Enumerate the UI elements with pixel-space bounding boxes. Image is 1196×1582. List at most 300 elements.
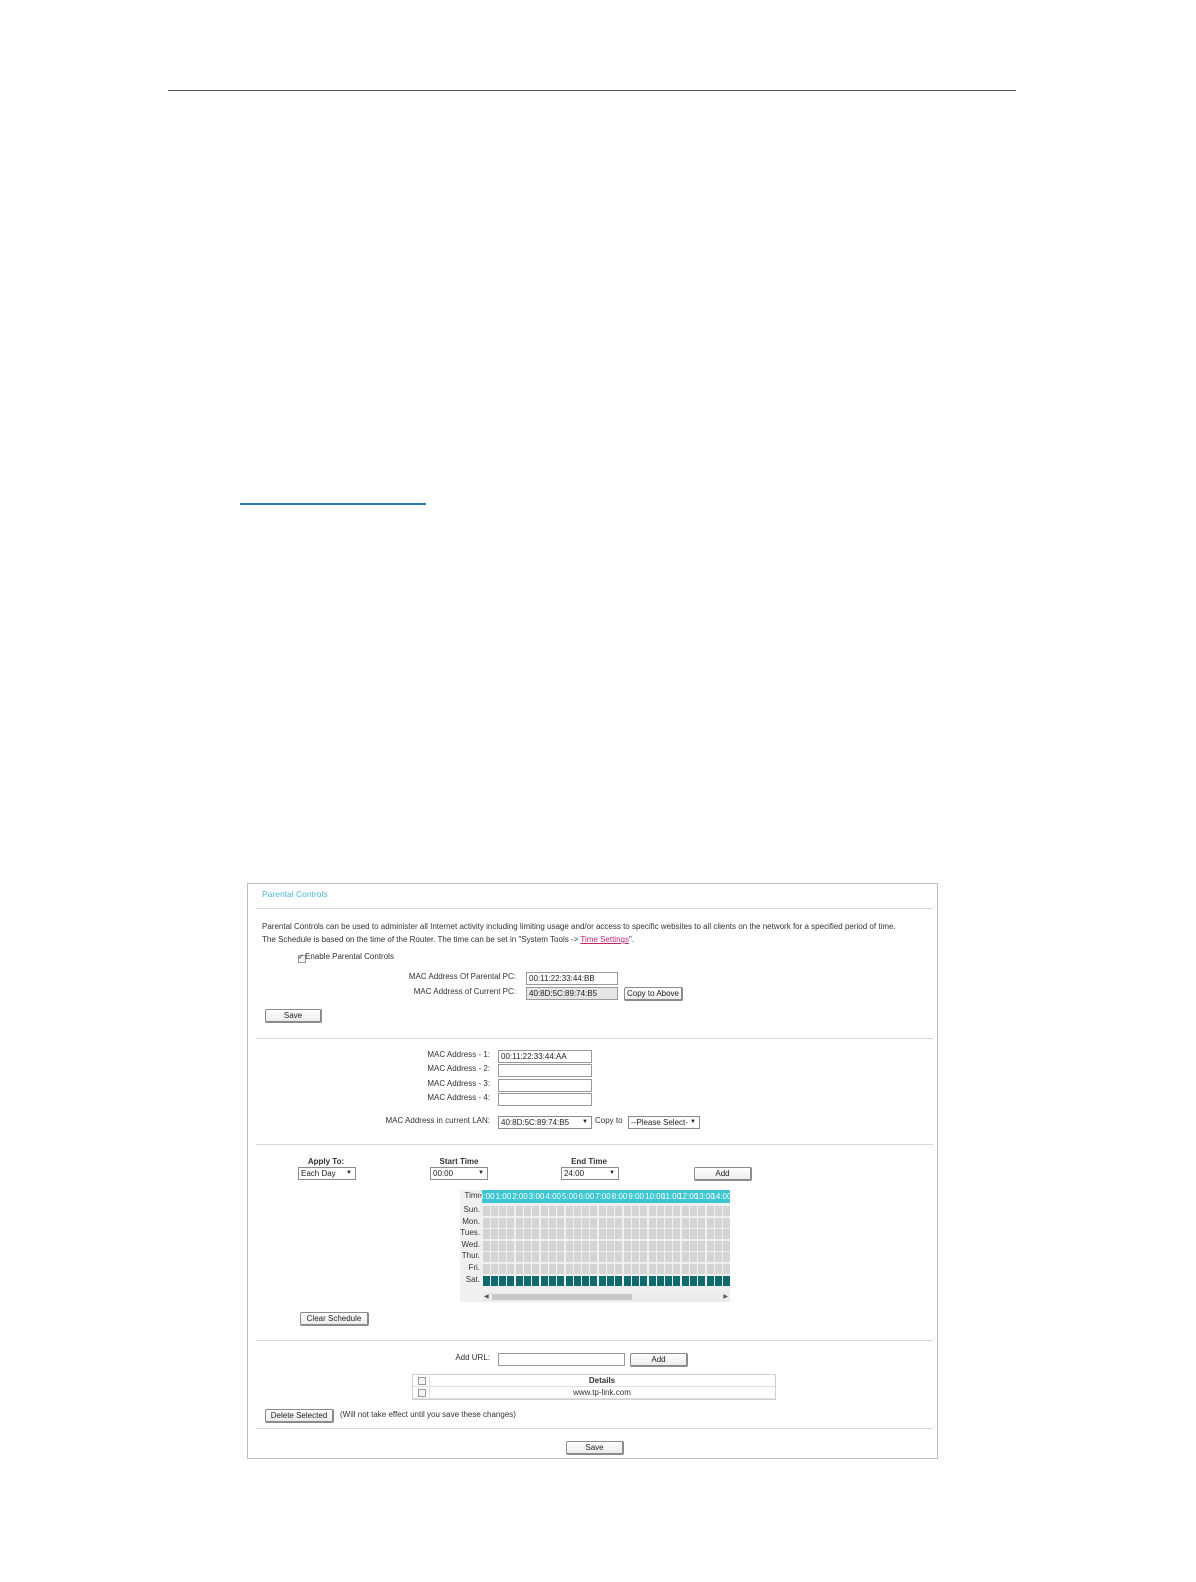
schedule-cell[interactable] — [566, 1241, 573, 1251]
schedule-cell[interactable] — [516, 1229, 523, 1239]
schedule-cell[interactable] — [590, 1264, 597, 1274]
mac-address-2-input[interactable] — [498, 1064, 592, 1077]
end-time-value: 24:00 — [564, 1169, 585, 1178]
mac-address-4-input[interactable] — [498, 1093, 592, 1106]
url-table — [412, 1374, 776, 1400]
schedule-cell[interactable] — [657, 1252, 664, 1262]
schedule-cell[interactable] — [632, 1276, 639, 1286]
schedule-cell[interactable] — [499, 1218, 506, 1228]
mac-address-2-label: MAC Address - 2: — [427, 1064, 490, 1073]
schedule-cell[interactable] — [574, 1229, 581, 1239]
schedule-cell[interactable] — [541, 1229, 548, 1239]
divider — [256, 1340, 933, 1341]
schedule-cell[interactable] — [673, 1229, 680, 1239]
schedule-cell[interactable] — [624, 1276, 631, 1286]
schedule-cell[interactable] — [607, 1264, 614, 1274]
schedule-cell[interactable] — [582, 1229, 589, 1239]
schedule-cell[interactable] — [665, 1241, 672, 1251]
schedule-cell[interactable] — [607, 1241, 614, 1251]
schedule-cell[interactable] — [690, 1241, 697, 1251]
delete-selected-button[interactable]: Delete Selected — [265, 1409, 334, 1423]
schedule-cell[interactable] — [491, 1252, 498, 1262]
schedule-cell[interactable] — [673, 1252, 680, 1262]
schedule-cell[interactable] — [698, 1218, 705, 1228]
schedule-cell[interactable] — [665, 1229, 672, 1239]
schedule-cell[interactable] — [524, 1206, 531, 1216]
schedule-cell[interactable] — [582, 1264, 589, 1274]
schedule-cell[interactable] — [615, 1206, 622, 1216]
schedule-cell[interactable] — [483, 1229, 490, 1239]
save-button-top[interactable]: Save — [265, 1009, 322, 1023]
schedule-cell[interactable] — [491, 1206, 498, 1216]
hour-label: 0:00 — [479, 1192, 495, 1201]
schedule-cell[interactable] — [599, 1241, 606, 1251]
schedule-cell[interactable] — [532, 1276, 539, 1286]
schedule-cell[interactable] — [698, 1276, 705, 1286]
schedule-cell[interactable] — [499, 1276, 506, 1286]
schedule-cell[interactable] — [715, 1206, 722, 1216]
end-time-select[interactable] — [561, 1167, 619, 1180]
schedule-cell[interactable] — [599, 1264, 606, 1274]
schedule-cell[interactable] — [532, 1264, 539, 1274]
mac-current-label: MAC Address of Current PC: — [413, 987, 516, 996]
schedule-cell[interactable] — [657, 1229, 664, 1239]
schedule-cell[interactable] — [615, 1229, 622, 1239]
schedule-cell[interactable] — [715, 1218, 722, 1228]
schedule-cell[interactable] — [707, 1218, 714, 1228]
schedule-cell[interactable] — [640, 1276, 647, 1286]
table-row — [413, 1387, 775, 1399]
schedule-cell[interactable] — [640, 1206, 647, 1216]
schedule-cell[interactable] — [682, 1229, 689, 1239]
schedule-cell[interactable] — [524, 1264, 531, 1274]
schedule-cell[interactable] — [690, 1276, 697, 1286]
schedule-cell[interactable] — [483, 1218, 490, 1228]
day-label: Fri. — [468, 1263, 480, 1272]
divider — [256, 908, 933, 909]
hour-label: 13:00 — [694, 1192, 715, 1201]
schedule-cell[interactable] — [507, 1218, 514, 1228]
schedule-cell[interactable] — [649, 1276, 656, 1286]
schedule-cell[interactable] — [665, 1264, 672, 1274]
day-label: Wed. — [461, 1239, 480, 1249]
schedule-cell[interactable] — [549, 1218, 556, 1228]
schedule-cell[interactable] — [549, 1276, 556, 1286]
schedule-cell[interactable] — [599, 1229, 606, 1239]
copy-to-value: --Please Select- — [631, 1118, 688, 1127]
schedule-cell[interactable] — [483, 1206, 490, 1216]
schedule-cell[interactable] — [607, 1252, 614, 1262]
schedule-cell[interactable] — [599, 1218, 606, 1228]
schedule-cell[interactable] — [649, 1229, 656, 1239]
schedule-cell[interactable] — [499, 1252, 506, 1262]
schedule-cell[interactable] — [574, 1264, 581, 1274]
copy-to-above-button[interactable]: Copy to Above — [624, 987, 683, 1001]
schedule-cell[interactable] — [690, 1206, 697, 1216]
schedule-cell[interactable] — [483, 1264, 490, 1274]
mac-lan-value: 40:8D:5C:89:74:B5 — [501, 1118, 570, 1127]
schedule-cell[interactable] — [607, 1218, 614, 1228]
hour-label: 3:00 — [528, 1192, 545, 1201]
schedule-cell[interactable] — [690, 1264, 697, 1274]
description-line2-suffix: ". — [628, 935, 635, 944]
schedule-cell[interactable] — [590, 1252, 597, 1262]
schedule-cell[interactable] — [516, 1206, 523, 1216]
schedule-cell[interactable] — [516, 1264, 523, 1274]
copy-to-select[interactable] — [628, 1116, 700, 1129]
schedule-cell[interactable] — [566, 1218, 573, 1228]
schedule-cell[interactable] — [607, 1276, 614, 1286]
schedule-cell[interactable] — [590, 1241, 597, 1251]
schedule-cell[interactable] — [624, 1206, 631, 1216]
schedule-grid[interactable] — [460, 1190, 730, 1302]
schedule-cell[interactable] — [582, 1206, 589, 1216]
save-button-bottom[interactable]: Save — [566, 1441, 624, 1455]
mac-current-input: 40:8D:5C:89:74:B5 — [526, 987, 618, 1000]
scroll-thumb[interactable] — [492, 1294, 632, 1300]
schedule-cell[interactable] — [698, 1206, 705, 1216]
schedule-cell[interactable] — [582, 1241, 589, 1251]
add-url-label: Add URL: — [455, 1353, 490, 1362]
schedule-cell[interactable] — [707, 1206, 714, 1216]
schedule-cell[interactable] — [524, 1241, 531, 1251]
schedule-cell[interactable] — [524, 1229, 531, 1239]
mac-address-3-label: MAC Address - 3: — [427, 1079, 490, 1088]
start-time-label: Start Time — [439, 1157, 479, 1166]
hour-label: 11:00 — [661, 1192, 682, 1201]
schedule-cell[interactable] — [665, 1252, 672, 1262]
schedule-cell[interactable] — [599, 1252, 606, 1262]
schedule-cell[interactable] — [665, 1206, 672, 1216]
schedule-cell[interactable] — [590, 1206, 597, 1216]
schedule-cell[interactable] — [723, 1218, 730, 1228]
day-label: Mon. — [462, 1216, 480, 1226]
mac-lan-select[interactable] — [498, 1116, 592, 1129]
schedule-cell[interactable] — [723, 1264, 730, 1274]
schedule-cell[interactable] — [682, 1252, 689, 1262]
schedule-cell[interactable] — [491, 1229, 498, 1239]
schedule-cell[interactable] — [723, 1252, 730, 1262]
schedule-cell[interactable] — [499, 1264, 506, 1274]
schedule-cell[interactable] — [640, 1218, 647, 1228]
schedule-cell[interactable] — [590, 1276, 597, 1286]
schedule-cell[interactable] — [541, 1264, 548, 1274]
schedule-cell[interactable] — [698, 1264, 705, 1274]
add-schedule-button[interactable]: Add — [694, 1167, 752, 1181]
schedule-cell[interactable] — [499, 1206, 506, 1216]
schedule-cell[interactable] — [624, 1264, 631, 1274]
schedule-cell[interactable] — [549, 1252, 556, 1262]
schedule-cell[interactable] — [582, 1218, 589, 1228]
clear-schedule-button[interactable]: Clear Schedule — [300, 1312, 369, 1326]
schedule-cell[interactable] — [673, 1218, 680, 1228]
schedule-cell[interactable] — [541, 1276, 548, 1286]
schedule-cell[interactable] — [715, 1229, 722, 1239]
schedule-cell[interactable] — [698, 1229, 705, 1239]
schedule-cell[interactable] — [516, 1241, 523, 1251]
schedule-cell[interactable] — [673, 1276, 680, 1286]
start-time-value: 00:00 — [433, 1169, 454, 1178]
hour-label: 8:00 — [611, 1192, 628, 1201]
schedule-cell[interactable] — [599, 1206, 606, 1216]
hour-label: 4:00 — [545, 1192, 561, 1201]
mac-address-1-label: MAC Address - 1: — [427, 1050, 490, 1059]
url-row-value: www.tp-link.com — [573, 1388, 631, 1397]
schedule-cell[interactable] — [483, 1276, 490, 1286]
schedule-cell[interactable] — [657, 1241, 664, 1251]
copy-to-label: Copy to — [595, 1116, 623, 1125]
schedule-cell[interactable] — [632, 1241, 639, 1251]
schedule-cell[interactable] — [590, 1229, 597, 1239]
panel-title: Parental Controls — [262, 889, 328, 899]
schedule-cell[interactable] — [615, 1252, 622, 1262]
schedule-cell[interactable] — [541, 1206, 548, 1216]
schedule-cell[interactable] — [541, 1218, 548, 1228]
schedule-cell[interactable] — [507, 1276, 514, 1286]
schedule-cell[interactable] — [532, 1241, 539, 1251]
schedule-cell[interactable] — [715, 1241, 722, 1251]
schedule-cell[interactable] — [557, 1252, 564, 1262]
schedule-cell[interactable] — [682, 1206, 689, 1216]
description-line2-prefix: The Schedule is based on the time of the Router. The time can be set in "System Tools -> — [262, 935, 581, 944]
day-label: Sat. — [465, 1274, 480, 1284]
schedule-cell[interactable] — [557, 1229, 564, 1239]
schedule-cell[interactable] — [516, 1252, 523, 1262]
schedule-cell[interactable] — [557, 1276, 564, 1286]
schedule-cell[interactable] — [649, 1218, 656, 1228]
hour-label: 5:00 — [562, 1192, 578, 1201]
hour-label: 9:00 — [628, 1192, 644, 1201]
mac-address-1-input[interactable]: 00:11:22:33:44:AA — [498, 1050, 592, 1063]
schedule-cell[interactable] — [524, 1252, 531, 1262]
schedule-cell[interactable] — [557, 1264, 564, 1274]
schedule-cell[interactable] — [524, 1276, 531, 1286]
schedule-cell[interactable] — [632, 1252, 639, 1262]
schedule-cell[interactable] — [491, 1241, 498, 1251]
schedule-cell[interactable] — [657, 1218, 664, 1228]
schedule-cell[interactable] — [491, 1218, 498, 1228]
schedule-cell[interactable] — [649, 1252, 656, 1262]
schedule-cell[interactable] — [632, 1229, 639, 1239]
scroll-right-icon[interactable]: ▶ — [723, 1294, 728, 1300]
schedule-cell[interactable] — [574, 1218, 581, 1228]
schedule-cell[interactable] — [566, 1276, 573, 1286]
schedule-cell[interactable] — [541, 1252, 548, 1262]
schedule-cell[interactable] — [516, 1276, 523, 1286]
hour-header-bar — [479, 1190, 732, 1203]
schedule-cell[interactable] — [599, 1276, 606, 1286]
schedule-cell[interactable] — [649, 1241, 656, 1251]
dropdown-arrow-icon: ▼ — [346, 1170, 352, 1176]
schedule-cell[interactable] — [649, 1264, 656, 1274]
schedule-cell[interactable] — [532, 1218, 539, 1228]
schedule-cell[interactable] — [682, 1264, 689, 1274]
hour-label: 7:00 — [595, 1192, 611, 1201]
schedule-cell[interactable] — [690, 1218, 697, 1228]
schedule-cell[interactable] — [715, 1252, 722, 1262]
schedule-cell[interactable] — [707, 1276, 714, 1286]
schedule-cell[interactable] — [624, 1229, 631, 1239]
divider — [256, 1144, 933, 1145]
schedule-cell[interactable] — [640, 1229, 647, 1239]
schedule-cell[interactable] — [549, 1229, 556, 1239]
add-url-input[interactable] — [498, 1353, 625, 1366]
schedule-cell[interactable] — [574, 1252, 581, 1262]
schedule-cell[interactable] — [566, 1252, 573, 1262]
schedule-cell[interactable] — [624, 1218, 631, 1228]
select-all-checkbox[interactable] — [418, 1377, 426, 1385]
schedule-cell[interactable] — [707, 1264, 714, 1274]
end-time-label: End Time — [571, 1157, 607, 1166]
schedule-cell[interactable] — [665, 1218, 672, 1228]
schedule-cell[interactable] — [624, 1252, 631, 1262]
schedule-cell[interactable] — [524, 1218, 531, 1228]
mac-parental-input[interactable]: 00:11:22:33:44:BB — [526, 972, 618, 985]
schedule-cell[interactable] — [615, 1241, 622, 1251]
schedule-cell[interactable] — [557, 1206, 564, 1216]
schedule-cell[interactable] — [590, 1218, 597, 1228]
schedule-cell[interactable] — [582, 1252, 589, 1262]
mac-address-3-input[interactable] — [498, 1079, 592, 1092]
schedule-cell[interactable] — [632, 1264, 639, 1274]
mac-lan-label: MAC Address in current LAN: — [385, 1116, 490, 1125]
schedule-cell[interactable] — [632, 1218, 639, 1228]
schedule-cell[interactable] — [566, 1229, 573, 1239]
schedule-cell[interactable] — [640, 1252, 647, 1262]
schedule-cell[interactable] — [615, 1264, 622, 1274]
schedule-cell[interactable] — [673, 1264, 680, 1274]
mac-parental-label: MAC Address Of Parental PC: — [408, 972, 516, 981]
schedule-cell[interactable] — [549, 1206, 556, 1216]
schedule-cell[interactable] — [507, 1252, 514, 1262]
hour-label: 6:00 — [578, 1192, 595, 1201]
schedule-cell[interactable] — [532, 1252, 539, 1262]
schedule-cell[interactable] — [557, 1241, 564, 1251]
schedule-cell[interactable] — [507, 1229, 514, 1239]
time-header: Time — [464, 1191, 482, 1200]
day-label: Tues. — [460, 1228, 480, 1238]
divider — [256, 1428, 933, 1429]
schedule-cell[interactable] — [491, 1276, 498, 1286]
schedule-cell[interactable] — [640, 1241, 647, 1251]
apply-to-value: Each Day — [301, 1169, 336, 1178]
apply-to-select[interactable] — [298, 1167, 356, 1180]
schedule-cell[interactable] — [673, 1206, 680, 1216]
schedule-cell[interactable] — [541, 1241, 548, 1251]
schedule-cell[interactable] — [532, 1229, 539, 1239]
schedule-cell[interactable] — [665, 1276, 672, 1286]
schedule-cell[interactable] — [607, 1206, 614, 1216]
section-underline — [240, 503, 426, 505]
horizontal-scrollbar[interactable] — [482, 1292, 730, 1302]
schedule-cell[interactable] — [690, 1252, 697, 1262]
schedule-cell[interactable] — [715, 1276, 722, 1286]
schedule-cell[interactable] — [715, 1264, 722, 1274]
schedule-cell[interactable] — [624, 1241, 631, 1251]
schedule-cell[interactable] — [673, 1241, 680, 1251]
start-time-select[interactable] — [430, 1167, 488, 1180]
hour-label: 2:00 — [512, 1192, 528, 1201]
schedule-cell[interactable] — [499, 1241, 506, 1251]
schedule-cell[interactable] — [491, 1264, 498, 1274]
schedule-cell[interactable] — [707, 1241, 714, 1251]
scroll-left-icon[interactable]: ◀ — [484, 1294, 489, 1300]
time-settings-link[interactable]: Time Settings — [580, 935, 629, 944]
schedule-cell[interactable] — [698, 1241, 705, 1251]
dropdown-arrow-icon: ▼ — [690, 1119, 696, 1125]
schedule-cell[interactable] — [507, 1264, 514, 1274]
dropdown-arrow-icon: ▼ — [609, 1170, 615, 1176]
description — [262, 920, 932, 946]
divider — [256, 1038, 933, 1039]
schedule-cell[interactable] — [723, 1206, 730, 1216]
schedule-cell[interactable] — [723, 1276, 730, 1286]
schedule-cell[interactable] — [682, 1218, 689, 1228]
schedule-cell[interactable] — [657, 1206, 664, 1216]
schedule-cell[interactable] — [557, 1218, 564, 1228]
schedule-cell[interactable] — [682, 1276, 689, 1286]
schedule-cell[interactable] — [723, 1241, 730, 1251]
schedule-cell[interactable] — [549, 1241, 556, 1251]
dropdown-arrow-icon: ▼ — [582, 1119, 588, 1125]
schedule-cell[interactable] — [483, 1241, 490, 1251]
parental-controls-panel — [247, 883, 938, 1459]
schedule-cell[interactable] — [574, 1276, 581, 1286]
apply-to-label: Apply To: — [307, 1157, 345, 1166]
schedule-cell[interactable] — [723, 1229, 730, 1239]
hour-label: 10:00 — [645, 1192, 666, 1201]
mac-address-4-label: MAC Address - 4: — [427, 1093, 490, 1102]
hour-label: 12:00 — [678, 1192, 699, 1201]
enable-parental-controls-label: Enable Parental Controls — [305, 952, 394, 961]
schedule-cell[interactable] — [507, 1241, 514, 1251]
schedule-cell[interactable] — [707, 1252, 714, 1262]
url-table-header — [413, 1375, 775, 1387]
day-label: Sun. — [463, 1205, 480, 1214]
day-label: Thur. — [461, 1251, 480, 1261]
schedule-cell[interactable] — [640, 1264, 647, 1274]
schedule-cell[interactable] — [507, 1206, 514, 1216]
schedule-cell[interactable] — [690, 1229, 697, 1239]
page-header-rule — [168, 90, 1016, 91]
schedule-cell[interactable] — [582, 1276, 589, 1286]
schedule-cell[interactable] — [657, 1276, 664, 1286]
schedule-cell[interactable] — [516, 1218, 523, 1228]
schedule-cell[interactable] — [532, 1206, 539, 1216]
schedule-cell[interactable] — [682, 1241, 689, 1251]
schedule-cell[interactable] — [574, 1206, 581, 1216]
schedule-cell[interactable] — [549, 1264, 556, 1274]
row-checkbox[interactable] — [418, 1389, 426, 1397]
schedule-cell[interactable] — [607, 1229, 614, 1239]
schedule-cell[interactable] — [499, 1229, 506, 1239]
schedule-cell[interactable] — [566, 1264, 573, 1274]
schedule-cell[interactable] — [649, 1206, 656, 1216]
schedule-cell[interactable] — [566, 1206, 573, 1216]
hour-label: 14:00 — [711, 1192, 732, 1201]
schedule-cell[interactable] — [615, 1276, 622, 1286]
delete-note: (Will not take effect until you save these changes) — [340, 1410, 516, 1419]
schedule-cell[interactable] — [574, 1241, 581, 1251]
schedule-cell[interactable] — [483, 1252, 490, 1262]
schedule-cell[interactable] — [615, 1218, 622, 1228]
schedule-cell[interactable] — [657, 1264, 664, 1274]
schedule-cell[interactable] — [698, 1252, 705, 1262]
add-url-button[interactable]: Add — [630, 1353, 688, 1367]
schedule-cell[interactable] — [707, 1229, 714, 1239]
schedule-cell[interactable] — [632, 1206, 639, 1216]
hour-label: 1:00 — [495, 1192, 512, 1201]
